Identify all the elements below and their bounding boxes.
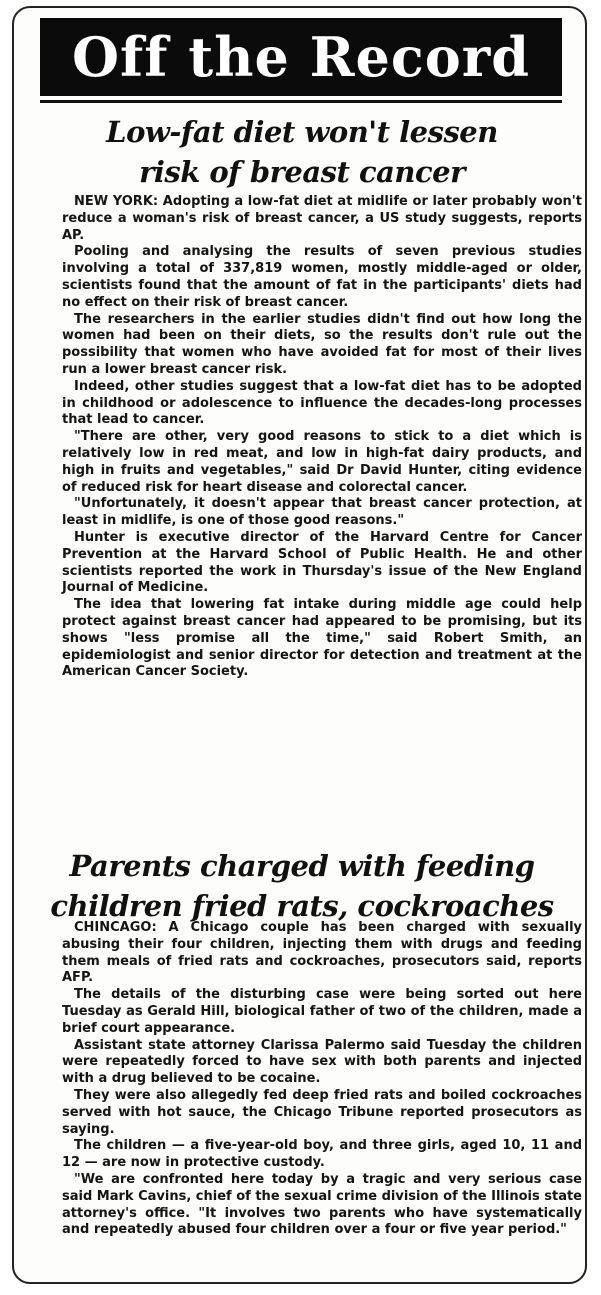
article2-paragraph: They were also allegedly fed deep fried rats and boiled cockroaches served with hot sauce, the Chicago Tribune reported prosecutors as saying.	[62, 1087, 582, 1137]
article1-paragraph: "There are other, very good reasons to stick to a diet which is relatively low in red meat, and low in high-fat dairy products, and high in fruits and vegetables," said Dr David Hunter, citing evidence of reduced risk for heart disease and colorectal cancer.	[62, 429, 582, 495]
article2-headline-line2: children fried rats, cockroaches	[50, 889, 554, 923]
article1-paragraph: The researchers in the earlier studies didn't find out how long the women had been on their diets, so the results don't rule out the possibility that women who have avoided fat for most of their lives run a lower breast cancer risk.	[62, 311, 582, 377]
article1-body	[62, 194, 582, 681]
masthead: Off the Record	[40, 18, 562, 96]
newspaper-clipping	[12, 6, 587, 1284]
article1-headline-line2: risk of breast cancer	[139, 155, 465, 189]
article1-paragraph: "Unfortunately, it doesn't appear that breast cancer protection, at least in midlife, is one of those good reasons."	[62, 496, 582, 529]
article2-paragraph: CHINCAGO: A Chicago couple has been charged with sexually abusing their four children, injecting them with drugs and feeding them meals of fried rats and cockroaches, prosecutors said, reports AFP.	[62, 920, 582, 986]
masthead-rule	[40, 100, 562, 103]
article2-body	[62, 920, 582, 1239]
article1-paragraph: NEW YORK: Adopting a low-fat diet at midlife or later probably won't reduce a woman's risk of breast cancer, a US study suggests, reports AP.	[62, 194, 582, 243]
article1-paragraph: Hunter is executive director of the Harvard Centre for Cancer Prevention at the Harvard School of Public Health. He and other scientists reported the work in Thursday's issue of the New England Journal of Medicine.	[62, 529, 582, 596]
article1-headline-line1: Low-fat diet won't lessen	[106, 115, 498, 149]
article2-paragraph: The details of the disturbing case were being sorted out here Tuesday as Gerald Hill, biological father of two of the children, made a brief court appearance.	[62, 987, 582, 1036]
article1-headline	[32, 112, 572, 192]
article2-paragraph: "We are confronted here today by a tragic and very serious case said Mark Cavins, chief of the sexual crime division of the Illinois state attorney's office. "It involves two parents who have systematically and repeatedly abused four children over a four or five year period."	[62, 1171, 582, 1238]
article1-paragraph: Indeed, other studies suggest that a low-fat diet has to be adopted in childhood or adolescence to influence the decades-long processes that lead to cancer.	[62, 378, 582, 428]
article1-paragraph: The idea that lowering fat intake during middle age could help protect against breast cancer had appeared to be promising, but its shows "less promise all the time," said Robert Smith, an epidemiologist and senior director for detection and treatment at the American Cancer Society.	[62, 597, 582, 680]
article2-paragraph: Assistant state attorney Clarissa Palermo said Tuesday the children were repeatedly forced to have sex with both parents and injected with a drug believed to be cocaine.	[62, 1037, 582, 1087]
article2-headline	[32, 846, 572, 926]
article2-headline-line1: Parents charged with feeding	[69, 849, 535, 883]
article2-paragraph: The children — a five-year-old boy, and three girls, aged 10, 11 and 12 — are now in protective custody.	[62, 1138, 582, 1171]
article1-paragraph: Pooling and analysing the results of seven previous studies involving a total of 337,819 women, mostly middle-aged or older, scientists found that the amount of fat in the participants' diets had no effect on their risk of breast cancer.	[62, 244, 582, 310]
